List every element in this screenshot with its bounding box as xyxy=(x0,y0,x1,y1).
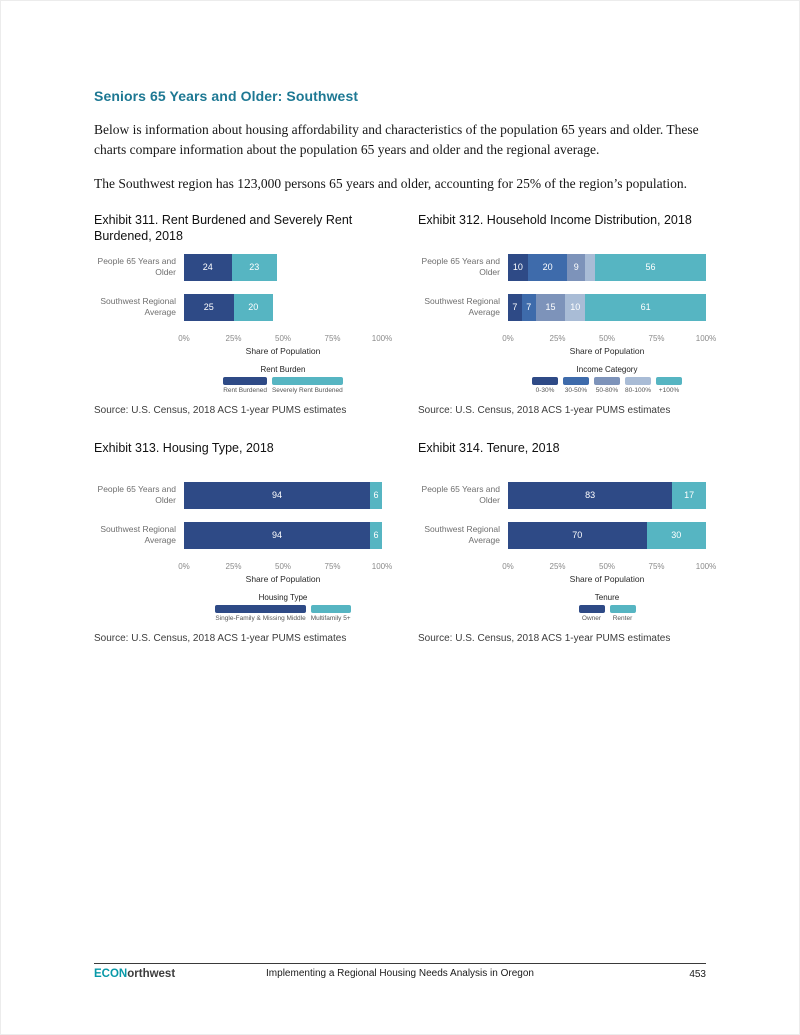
chart-legend xyxy=(508,365,706,394)
legend-item-label: Single-Family & Missing Middle xyxy=(215,614,306,622)
legend-swatch xyxy=(215,605,305,613)
chart-plot xyxy=(418,482,706,549)
legend-items xyxy=(223,377,343,394)
chart-plot xyxy=(418,254,706,321)
bar-track xyxy=(508,254,706,281)
legend-swatch xyxy=(311,605,351,613)
bar-track xyxy=(184,294,382,321)
bar-track xyxy=(184,254,382,281)
legend-item xyxy=(223,377,267,394)
chart-legend xyxy=(508,593,706,622)
legend-title: Rent Burden xyxy=(260,364,306,374)
x-axis-tick: 100% xyxy=(371,561,393,571)
bar-segment: 70 xyxy=(508,522,647,549)
chart-x-axis xyxy=(502,561,717,573)
legend-title: Housing Type xyxy=(258,592,308,602)
y-axis-category-label: Southwest Regional Average xyxy=(424,296,500,318)
chart-x-axis-label: Share of Population xyxy=(245,345,321,356)
y-axis-category-label: People 65 Years and Older xyxy=(97,484,176,506)
x-axis-tick: 0% xyxy=(502,561,514,571)
bar-segment: 7 xyxy=(508,294,522,321)
region-stats-paragraph: The Southwest region has 123,000 persons 65 years and older, accounting for 25% of the region’s population. xyxy=(94,175,687,191)
legend-item-label: +100% xyxy=(658,386,680,394)
footer-row xyxy=(94,968,706,980)
chart-exhibit-314 xyxy=(418,440,717,644)
chart-x-axis-label: Share of Population xyxy=(569,573,645,584)
x-axis-tick: 100% xyxy=(371,333,393,343)
bar-segment: 10 xyxy=(565,294,585,321)
legend-swatch xyxy=(594,377,620,385)
bar-segment: 17 xyxy=(672,482,706,509)
chart-row xyxy=(94,522,382,549)
x-axis-tick: 25% xyxy=(225,333,242,343)
brand-econ: ECON xyxy=(94,968,128,980)
bar-segment: 94 xyxy=(184,522,370,549)
legend-item xyxy=(625,377,651,394)
chart-row xyxy=(418,254,706,281)
legend-item-label: 50-80% xyxy=(595,386,619,394)
chart-x-axis xyxy=(502,333,717,345)
legend-item xyxy=(610,605,636,622)
footer-report-title: Implementing a Regional Housing Needs Analysis in Oregon xyxy=(266,968,534,979)
bar-track xyxy=(508,482,706,509)
chart-source: Source: U.S. Census, 2018 ACS 1-year PUMS estimates xyxy=(94,404,347,416)
legend-title: Tenure xyxy=(594,592,620,602)
x-axis-tick: 50% xyxy=(274,333,292,343)
chart-title: Exhibit 313. Housing Type, 2018 xyxy=(94,440,274,455)
legend-swatch xyxy=(610,605,636,613)
bar-segment: 56 xyxy=(595,254,706,281)
legend-item xyxy=(311,605,351,622)
bar-segment: 24 xyxy=(184,254,232,281)
bar-track xyxy=(508,522,706,549)
legend-item-label: Multifamily 5+ xyxy=(310,614,351,622)
bar-segment: 15 xyxy=(536,294,566,321)
legend-item xyxy=(272,377,343,394)
chart-source: Source: U.S. Census, 2018 ACS 1-year PUMS estimates xyxy=(418,404,671,416)
page-content xyxy=(94,88,717,644)
x-axis-tick: 25% xyxy=(549,561,566,571)
y-axis-category-label: People 65 Years and Older xyxy=(97,256,176,278)
chart-plot xyxy=(94,482,382,549)
chart-row xyxy=(418,482,706,509)
x-axis-tick: 0% xyxy=(502,333,514,343)
x-axis-tick: 75% xyxy=(648,333,665,343)
legend-swatch xyxy=(223,377,267,385)
chart-legend xyxy=(184,593,382,622)
y-axis-category-label: People 65 Years and Older xyxy=(421,484,500,506)
chart-exhibit-313 xyxy=(94,440,393,644)
bar-segment xyxy=(585,254,595,281)
bar-segment: 83 xyxy=(508,482,672,509)
bar-segment: 6 xyxy=(370,482,382,509)
x-axis-tick: 75% xyxy=(648,561,665,571)
x-axis-tick: 100% xyxy=(695,333,717,343)
bar-segment: 30 xyxy=(647,522,706,549)
chart-source: Source: U.S. Census, 2018 ACS 1-year PUMS estimates xyxy=(94,632,347,644)
bar-segment: 94 xyxy=(184,482,370,509)
chart-row xyxy=(94,294,382,321)
x-axis-tick: 50% xyxy=(598,561,616,571)
brand-orthwest: orthwest xyxy=(127,968,176,980)
bar-segment: 7 xyxy=(522,294,536,321)
legend-item-label: Owner xyxy=(581,614,602,622)
legend-swatch xyxy=(625,377,651,385)
chart-row xyxy=(418,522,706,549)
legend-item xyxy=(656,377,682,394)
legend-items xyxy=(215,605,350,622)
chart-x-axis-label: Share of Population xyxy=(245,573,321,584)
legend-title: Income Category xyxy=(576,364,638,374)
legend-item-label: 80-100% xyxy=(624,386,652,394)
legend-item xyxy=(532,377,558,394)
legend-swatch xyxy=(532,377,558,385)
bar-segment: 61 xyxy=(585,294,706,321)
chart-exhibit-311 xyxy=(94,212,393,416)
chart-x-axis xyxy=(178,561,393,573)
legend-item xyxy=(563,377,589,394)
bar-segment: 6 xyxy=(370,522,382,549)
chart-title: Exhibit 312. Household Income Distribution, 2018 xyxy=(418,212,692,227)
bar-segment: 10 xyxy=(508,254,528,281)
legend-swatch xyxy=(563,377,589,385)
chart-x-axis xyxy=(178,333,393,345)
x-axis-tick: 25% xyxy=(225,561,242,571)
x-axis-tick: 0% xyxy=(178,561,190,571)
y-axis-category-label: Southwest Regional Average xyxy=(100,296,176,318)
legend-swatch xyxy=(656,377,682,385)
chart-row xyxy=(94,254,382,281)
x-axis-tick: 75% xyxy=(324,333,341,343)
y-axis-category-label: People 65 Years and Older xyxy=(421,256,500,278)
chart-x-axis-label: Share of Population xyxy=(569,345,645,356)
y-axis-category-label: Southwest Regional Average xyxy=(424,524,500,546)
chart-row xyxy=(418,294,706,321)
x-axis-tick: 25% xyxy=(549,333,566,343)
bar-segment: 9 xyxy=(567,254,585,281)
bar-segment: 20 xyxy=(234,294,274,321)
x-axis-tick: 50% xyxy=(598,333,616,343)
x-axis-tick: 75% xyxy=(324,561,341,571)
page-footer xyxy=(94,963,706,980)
charts-grid xyxy=(94,212,717,644)
section-heading: Seniors 65 Years and Older: Southwest xyxy=(94,88,359,104)
chart-plot xyxy=(94,254,382,321)
y-axis-category-label: Southwest Regional Average xyxy=(100,524,176,546)
legend-item xyxy=(215,605,305,622)
legend-item-label: 30-50% xyxy=(564,386,588,394)
legend-items xyxy=(532,377,682,394)
chart-title: Exhibit 311. Rent Burdened and Severely Rent Burdened, 2018 xyxy=(94,212,353,244)
chart-source: Source: U.S. Census, 2018 ACS 1-year PUMS estimates xyxy=(418,632,671,644)
legend-item-label: 0-30% xyxy=(535,386,555,394)
x-axis-tick: 0% xyxy=(178,333,190,343)
chart-legend xyxy=(184,365,382,394)
bar-track xyxy=(184,522,382,549)
x-axis-tick: 100% xyxy=(695,561,717,571)
legend-item-label: Severely Rent Burdened xyxy=(271,386,343,394)
bar-track xyxy=(184,482,382,509)
legend-item-label: Renter xyxy=(612,614,633,622)
legend-item-label: Rent Burdened xyxy=(223,386,267,394)
chart-title: Exhibit 314. Tenure, 2018 xyxy=(418,440,560,455)
legend-items xyxy=(579,605,636,622)
chart-exhibit-312 xyxy=(418,212,717,416)
legend-swatch xyxy=(272,377,343,385)
intro-paragraph: Below is information about housing affordability and characteristics of the population 65 years and older. These charts compare information about the population 65 years and older and the regional average. xyxy=(94,122,699,157)
chart-row xyxy=(94,482,382,509)
legend-item xyxy=(594,377,620,394)
bar-segment: 23 xyxy=(232,254,278,281)
x-axis-tick: 50% xyxy=(274,561,292,571)
page-number: 453 xyxy=(689,969,706,980)
bar-segment: 20 xyxy=(528,254,568,281)
legend-item xyxy=(579,605,605,622)
bar-segment: 25 xyxy=(184,294,234,321)
econorthwest-logo xyxy=(94,968,175,980)
bar-track xyxy=(508,294,706,321)
legend-swatch xyxy=(579,605,605,613)
